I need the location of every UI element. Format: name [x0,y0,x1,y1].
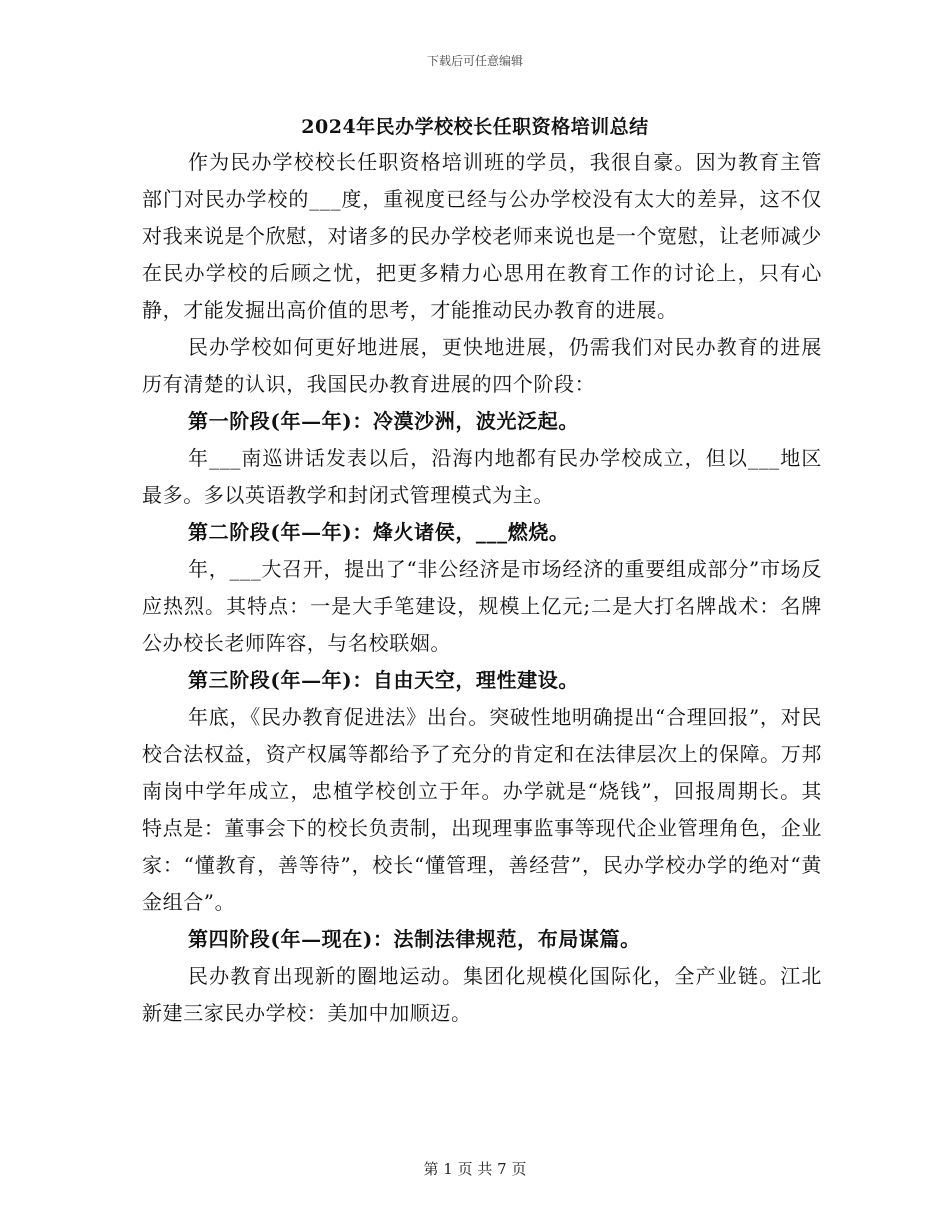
heading-stage-4: 第四阶段(年—现在)：法制法律规范，布局谋篇。 [188,927,641,951]
heading-stage-2: 第二阶段(年—年)：烽火诸侯，___燃烧。 [188,520,570,544]
document-title: 2024年民办学校校长任职资格培训总结 [301,116,649,138]
heading-stage-3: 第三阶段(年—年)：自由天空，理性建设。 [188,668,579,692]
paragraph-stage-2: 年，___大召开，提出了“非公经济是市场经济的重要组成部分”市场反应热烈。其特点：一是大手笔建设，规模上亿元;二是大打名牌战术：名牌公办校长老师阵容，与名校联姻。 [142,557,822,655]
paragraph-stage-1: 年___南巡讲话发表以后，沿海内地都有民办学校成立，但以___地区最多。多以英语教学和封闭式管理模式为主。 [142,446,822,507]
page-number: 第 1 页 共 7 页 [423,1160,527,1178]
paragraph-stage-3: 年底，《民办教育促进法》出台。突破性地明确提出“合理回报”，对民校合法权益，资产权属等都给予了充分的肯定和在法律层次上的保障。万邦南岗中学年成立，忠植学校创立于年。办学就是“烧钱”，回报周期长。其特点是：董事会下的校长负责制，出现理事监事等现代企业管理角色，企业家：“懂教育，善等待”，校长“懂管理，善经营”，民办学校办学的绝对“黄金组合”。 [142,705,822,914]
heading-stage-1: 第一阶段(年—年)：冷漠沙洲，波光泛起。 [188,409,579,433]
paragraph-stage-4: 民办教育出现新的圈地运动。集团化规模化国际化，全产业链。江北新建三家民办学校：美加中加顺迈。 [142,964,822,1025]
document-body [142,144,822,1032]
paragraph-intro: 作为民办学校校长任职资格培训班的学员，我很自豪。因为教育主管部门对民办学校的___度，重视度已经与公办学校没有太大的差异，这不仅对我来说是个欣慰，对诸多的民办学校老师来说也是一个宽慰，让老师减少在民办学校的后顾之忧，把更多精力心思用在教育工作的讨论上，只有心静，才能发掘出高价值的思考，才能推动民办教育的进展。 [142,150,822,322]
paragraph-stages-intro: 民办学校如何更好地进展，更快地进展，仍需我们对民办教育的进展历有清楚的认识，我国民办教育进展的四个阶段： [142,335,822,396]
page-header-note: 下载后可任意编辑 [426,54,523,68]
